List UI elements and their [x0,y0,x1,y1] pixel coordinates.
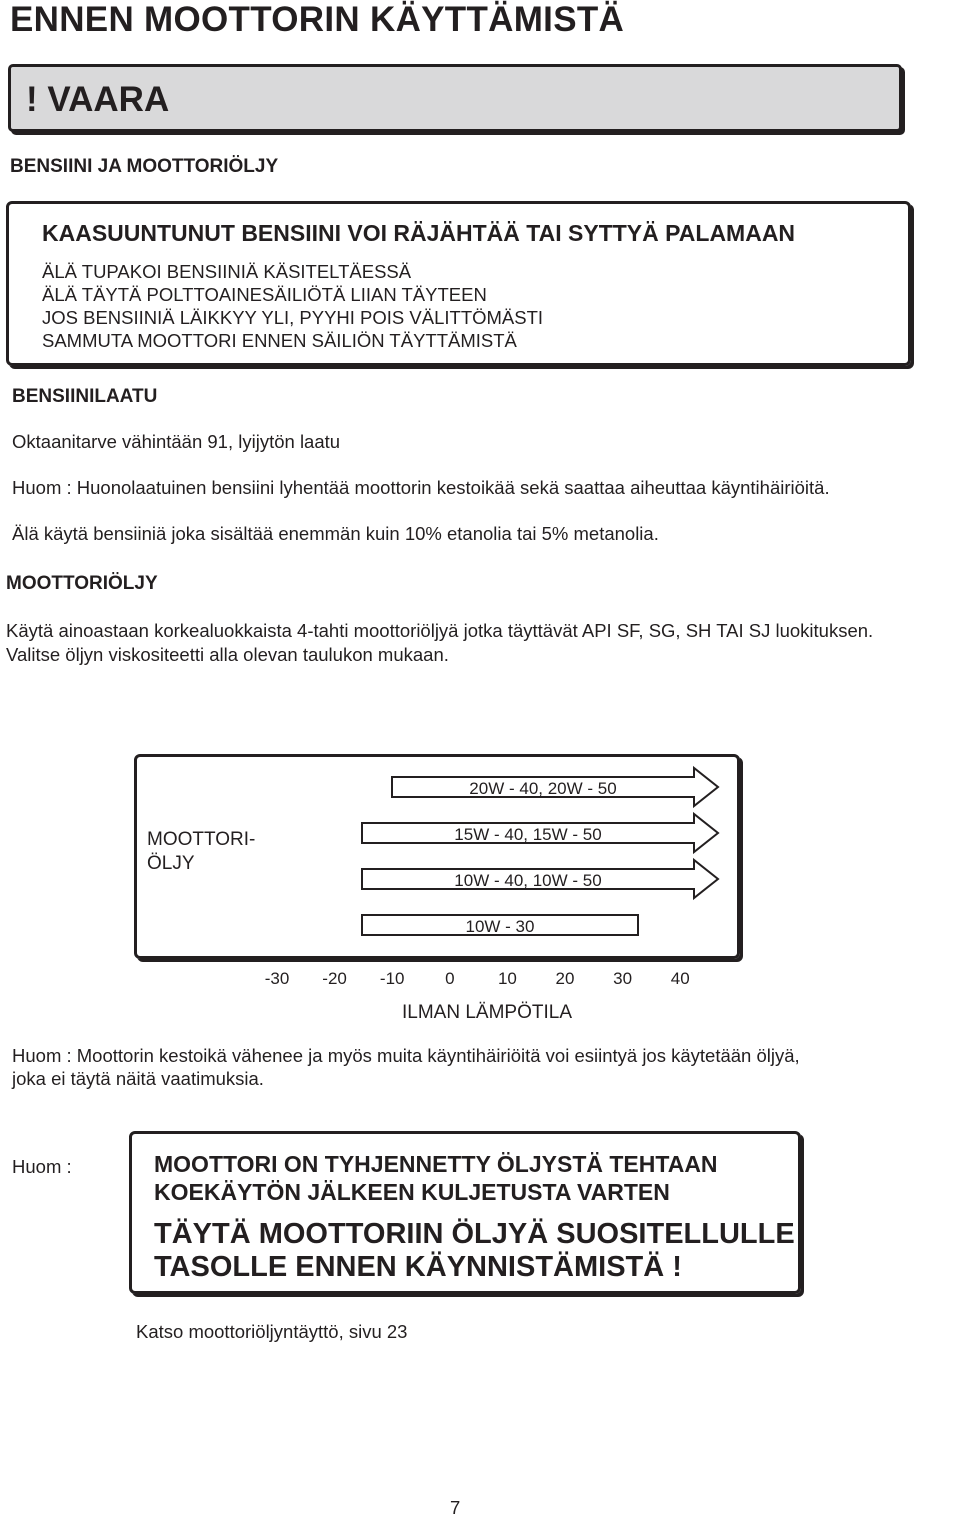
temperature-tick-label: 30 [613,969,633,988]
fuel-quality-note: Huom : Huonolaatuinen bensiini lyhentää moottorin kestoikää sekä saattaa aiheuttaa käyntihäiriöitä. [12,477,830,498]
ethanol-warning: Älä käytä bensiiniä joka sisältää enemmän kuin 10% etanolia tai 5% metanolia. [12,523,659,544]
oil-note-line: joka ei täytä näitä vaatimuksia. [12,1068,264,1089]
viscosity-bar-label: 20W - 40, 20W - 50 [469,779,617,798]
temperature-tick-label: -30 [264,969,290,988]
viscosity-bar-label: 15W - 40, 15W - 50 [454,825,602,844]
engine-oil-viscosity-hint: Valitse öljyn viskositeetti alla olevan taulukon mukaan. [6,644,449,665]
fuel-quality-heading: BENSIINILAATU [12,386,158,407]
warning-line: SAMMUTA MOOTTORI ENNEN SÄILIÖN TÄYTTÄMISTÄ [42,330,517,351]
warning-line: ÄLÄ TUPAKOI BENSIINIÄ KÄSITELTÄESSÄ [42,261,412,282]
temperature-tick-label: 0 [445,969,455,988]
page-reference: Katso moottoriöljyntäyttö, sivu 23 [136,1321,408,1342]
temperature-tick-label: 40 [670,969,690,988]
page-number: 7 [450,1497,461,1518]
viscosity-bar-label: 10W - 30 [465,917,535,936]
octane-requirement: Oktaanitarve vähintään 91, lyijytön laatu [12,431,341,452]
final-note-label: Huom : [12,1156,72,1177]
engine-oil-spec: Käytä ainoastaan korkealuokkaista 4-tahti moottoriöljyä jotka täyttävät API SF, SG, SH TAI SJ luokituksen. [6,620,874,641]
engine-oil-heading: MOOTTORIÖLJY [6,573,158,594]
chart-row-label: MOOTTORI- [147,829,256,850]
viscosity-bar-label: 10W - 40, 10W - 50 [454,871,602,890]
page-title: ENNEN MOOTTORIN KÄYTTÄMISTÄ [10,0,625,39]
final-note-line: TÄYTÄ MOOTTORIIN ÖLJYÄ SUOSITELLULLE [154,1218,795,1250]
fuel-oil-heading: BENSIINI JA MOOTTORIÖLJY [10,156,279,177]
warning-line: JOS BENSIINIÄ LÄIKKYY YLI, PYYHI POIS VÄLITTÖMÄSTI [42,307,544,328]
oil-note-line: Huom : Moottorin kestoikä vähenee ja myös muita käyntihäiriöitä voi esiintyä jos käytetään öljyä, [12,1045,800,1066]
warning-headline: KAASUUNTUNUT BENSIINI VOI RÄJÄHTÄÄ TAI SYTTYÄ PALAMAAN [42,220,796,246]
warning-line: ÄLÄ TÄYTÄ POLTTOAINESÄILIÖTÄ LIIAN TÄYTEEN [42,284,487,305]
temperature-tick-label: 20 [555,969,575,988]
temperature-tick-label: 10 [497,969,517,988]
danger-title: ! VAARA [26,80,170,119]
final-note-line: KOEKÄYTÖN JÄLKEEN KULJETUSTA VARTEN [154,1179,670,1205]
chart-row-label: ÖLJY [147,853,195,874]
final-note-line: TASOLLE ENNEN KÄYNNISTÄMISTÄ ! [154,1251,682,1283]
temperature-tick-label: -10 [379,969,405,988]
chart-x-axis-label: ILMAN LÄMPÖTILA [402,1002,572,1023]
final-note-line: MOOTTORI ON TYHJENNETTY ÖLJYSTÄ TEHTAAN [154,1151,718,1177]
temperature-tick-label: -20 [322,969,347,988]
